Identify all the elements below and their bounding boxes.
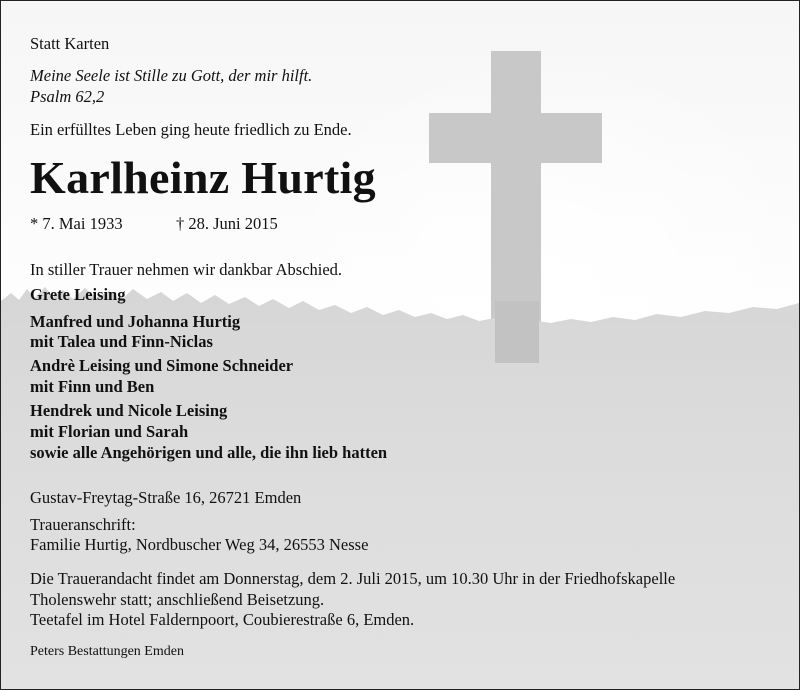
mourner-line: mit Talea und Finn-Niclas: [30, 332, 213, 351]
service-line: Die Trauerandacht findet am Donnerstag, dem 2. Juli 2015, um 10.30 Uhr in der Friedhofskapelle: [30, 569, 676, 588]
undertaker-name: Peters Bestattungen Emden: [30, 644, 184, 659]
trauer-address-label: Traueranschrift:: [30, 515, 136, 534]
mourner-line: Grete Leising: [30, 285, 126, 304]
mourner-line: Hendrek und Nicole Leising: [30, 401, 228, 420]
statt-karten-text: Statt Karten: [30, 34, 110, 53]
mourner-line: Manfred und Johanna Hurtig: [30, 312, 241, 331]
intro-sentence: Ein erfülltes Leben ging heute friedlich zu Ende.: [30, 120, 352, 139]
trauer-address: Familie Hurtig, Nordbuscher Weg 34, 26553 Nesse: [30, 535, 369, 554]
mourner-line: sowie alle Angehörigen und alle, die ihn lieb hatten: [30, 443, 388, 462]
bible-verse-reference: Psalm 62,2: [30, 87, 105, 106]
mourner-line: mit Finn und Ben: [30, 377, 155, 396]
mourners-intro: In stiller Trauer nehmen wir dankbar Abschied.: [30, 260, 343, 279]
home-address: Gustav-Freytag-Straße 16, 26721 Emden: [30, 488, 302, 507]
birth-date: * 7. Mai 1933: [30, 214, 123, 233]
bible-verse: Meine Seele ist Stille zu Gott, der mir hilft.: [30, 66, 313, 85]
service-line: Teetafel im Hotel Faldernpoort, Coubierestraße 6, Emden.: [30, 610, 415, 629]
service-line: Tholenswehr statt; anschließend Beisetzung.: [30, 590, 325, 609]
mourner-line: Andrè Leising und Simone Schneider: [30, 356, 294, 375]
deceased-name: Karlheinz Hurtig: [30, 152, 376, 203]
mourner-line: mit Florian und Sarah: [30, 422, 189, 441]
death-date: † 28. Juni 2015: [176, 214, 278, 233]
